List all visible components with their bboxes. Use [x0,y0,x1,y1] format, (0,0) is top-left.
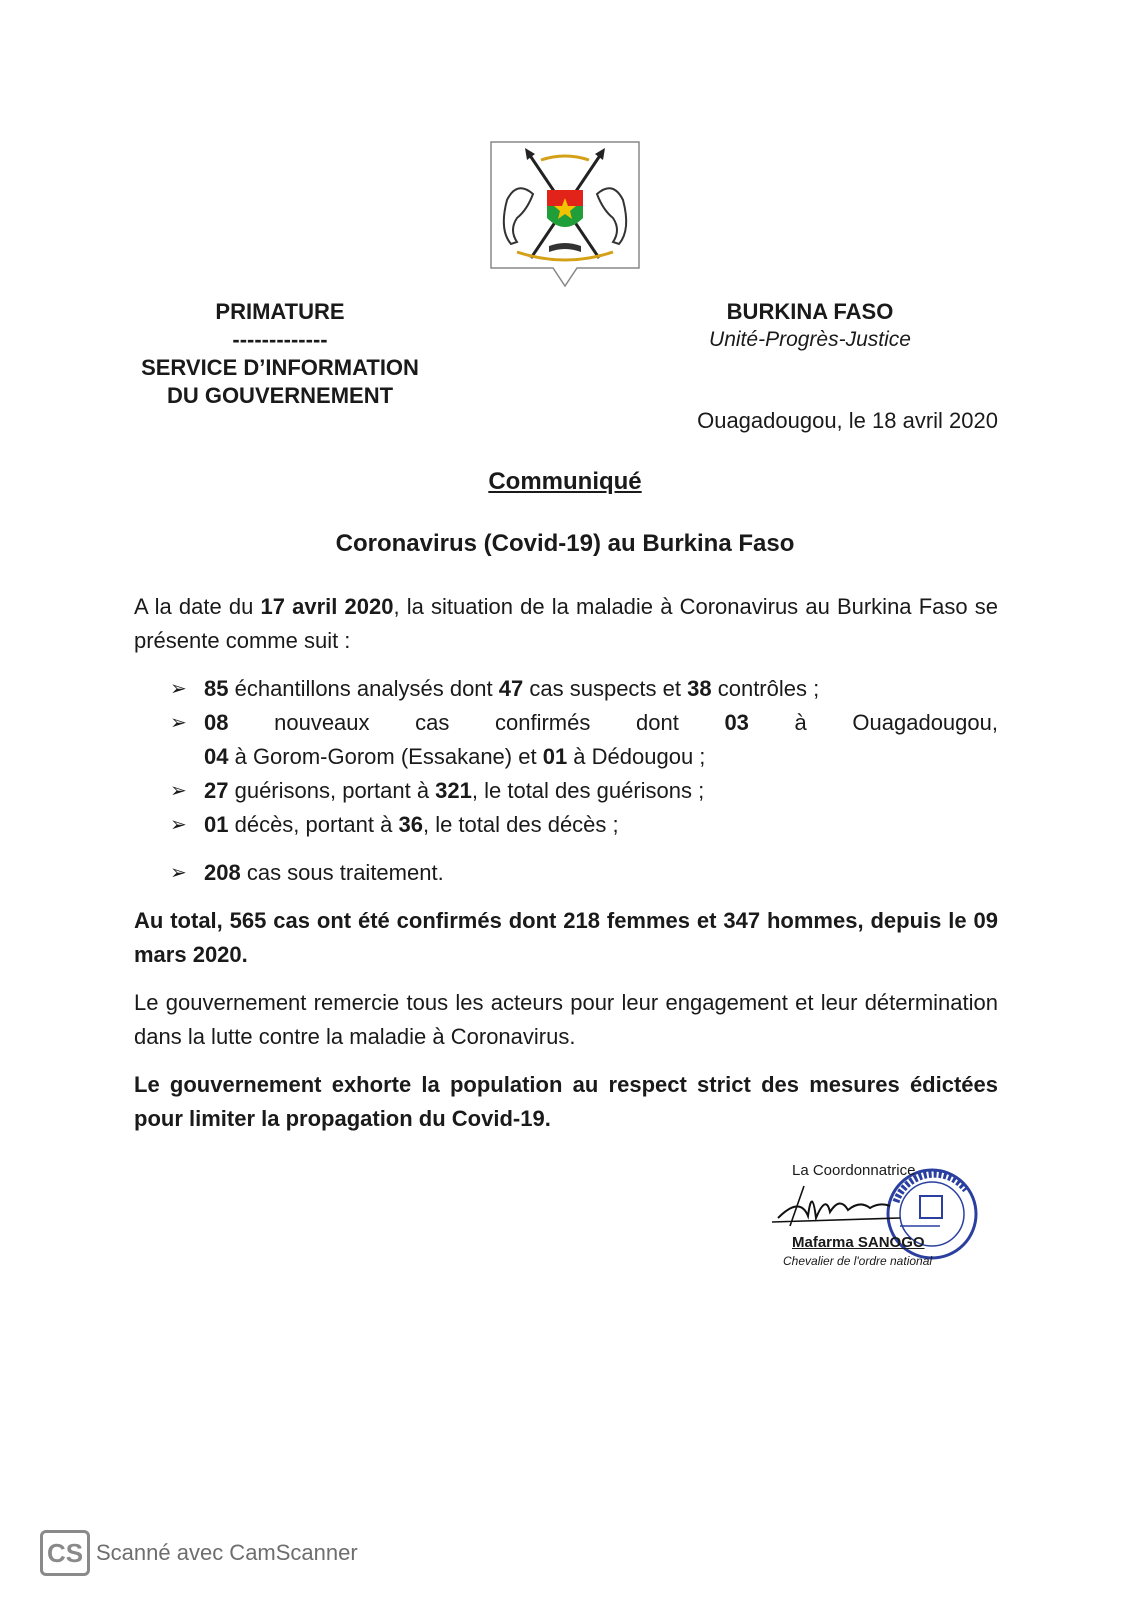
coat-of-arms-emblem [487,140,643,288]
intro-date: 17 avril 2020 [260,594,394,619]
signatory-rank: Chevalier de l'ordre national [783,1254,933,1268]
list-text: nouveaux cas confirmés dont [228,710,725,735]
exhort-paragraph: Le gouvernement exhorte la population au respect strict des mesures édictées pour limiter la propagation du Covid-19. [134,1072,998,1131]
intro-post: , la situation de la maladie à Coronavirus au Burkina Faso se présente comme suit : [134,594,998,653]
header-separator: ------------- [232,327,328,352]
arrow-bullet-icon: ➢ [170,814,187,836]
samples-count: 85 [204,676,229,701]
intro-paragraph [134,590,998,658]
list-text: cas sous traitement. [240,860,444,885]
document-title: Communiqué [488,468,642,495]
header-right-block [680,298,940,354]
in-treatment-count: 208 [204,860,241,885]
deaths-count: 01 [204,812,229,837]
situation-list [170,672,998,842]
arrow-bullet-icon: ➢ [170,862,187,884]
total-deaths: 36 [398,812,423,837]
list-text: guérisons, portant à [228,778,436,803]
arrow-bullet-icon: ➢ [170,678,187,700]
header-left-block [120,298,440,410]
list-item [170,808,998,842]
list-text: cas suspects et [523,676,688,701]
document-subtitle: Coronavirus (Covid-19) au Burkina Faso [335,530,795,557]
arrow-bullet-icon: ➢ [170,712,187,734]
list-item [170,856,998,890]
list-text: à Gorom-Gorom (Essakane) et [228,744,543,769]
total-paragraph: Au total, 565 cas ont été confirmés dont 218 femmes et 347 hommes, depuis le 09 mars 2020. [134,908,998,967]
country-label: BURKINA FASO [726,299,894,324]
footer-text: Scanné avec CamScanner [96,1540,358,1565]
situation-list-2 [170,856,998,890]
total-recoveries: 321 [435,778,472,803]
signatory-name: Mafarma SANOGO [792,1234,925,1251]
primature-label: PRIMATURE [215,299,345,324]
control-count: 38 [687,676,712,701]
service-label: SERVICE D’INFORMATION [141,355,419,380]
list-item [170,774,998,808]
new-cases-count: 08 [204,710,229,735]
ouaga-count: 03 [724,710,749,735]
suspect-count: 47 [498,676,524,701]
list-text: contrôles ; [711,676,820,701]
list-text: échantillons analysés dont [228,676,499,701]
list-item [170,672,998,706]
list-text: à Dédougou ; [567,744,706,769]
list-item [170,706,998,774]
government-label: DU GOUVERNEMENT [166,383,394,408]
list-text: à Ouagadougou, [748,710,998,735]
list-text: décès, portant à [228,812,399,837]
camscanner-logo-icon: CS [40,1530,90,1576]
recoveries-count: 27 [204,778,229,803]
list-text: , le total des décès ; [422,812,619,837]
dedougou-count: 01 [542,744,568,769]
gorom-count: 04 [204,744,229,769]
intro-pre: A la date du [134,594,261,619]
arrow-bullet-icon: ➢ [170,780,187,802]
thanks-paragraph: Le gouvernement remercie tous les acteurs pour leur engagement et leur détermination dans la lutte contre la maladie à Coronavirus. [134,990,998,1049]
list-text: , le total des guérisons ; [471,778,705,803]
date-line: Ouagadougou, le 18 avril 2020 [697,408,998,433]
country-motto: Unité-Progrès-Justice [709,328,911,351]
signatory-title: La Coordonnatrice [792,1162,916,1179]
